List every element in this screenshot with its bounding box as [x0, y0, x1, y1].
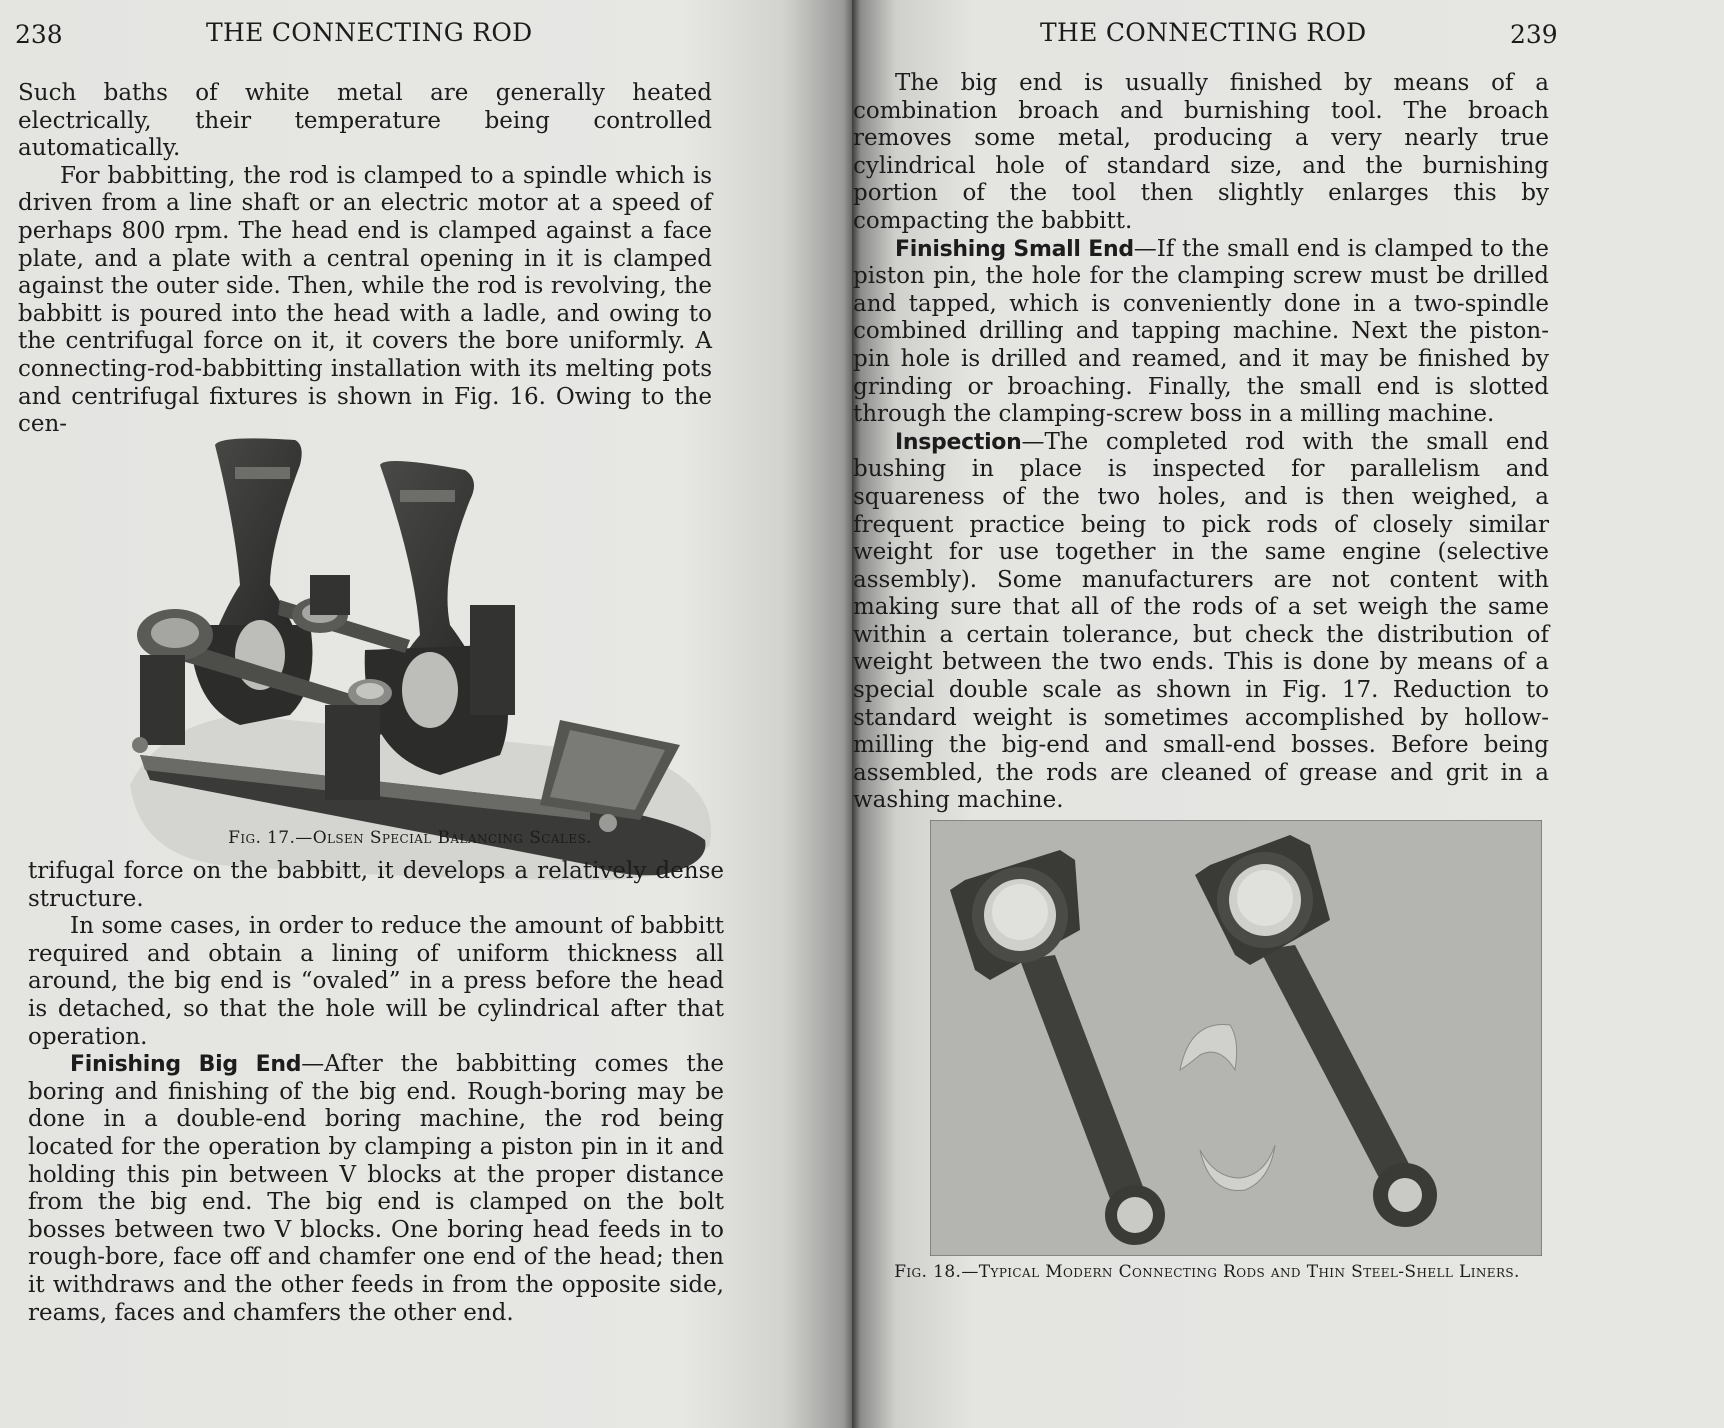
paragraph: trifugal force on the babbitt, it develops a relatively dense structure. [28, 858, 724, 912]
page-number: 239 [1510, 20, 1558, 49]
left-scale-window [235, 467, 290, 479]
right-scale-window [400, 490, 455, 502]
rod-big-end-bore [151, 618, 199, 648]
figure-18-caption: Fig. 18.—Typical Modern Connecting Rods and Thin Steel-Shell Liners. [894, 1262, 1520, 1282]
section-finishing-big-end [28, 1051, 724, 1327]
page-number: 238 [15, 20, 63, 49]
balancing-scales-illustration [120, 425, 730, 885]
section-body: —If the small end is clamped to the piston pin, the hole for the clamping screw must be drilled and tapped, which is conveniently done in a two-spindle combined drilling and tapping machine. Next the piston-pin hole is drilled and reamed, and it may be finished by grinding or broaching. Finally, the small end is slotted through the clamping-screw boss in a milling machine. [853, 235, 1549, 428]
paragraph: For babbitting, the rod is clamped to a spindle which is driven from a line shaft or an electric motor at a speed of perhaps 800 rpm. The head end is clamped against a face plate, and a plate with a central opening in it is clamped against the outer side. Then, while the rod is revolving, the babbitt is poured into the head with a ladle, and owing to the centrifugal force on it, it covers the bore uniformly. A connecting-rod-babbitting installation with its melting pots and centrifugal fixtures is shown in Fig. 16. Owing to the cen- [18, 162, 712, 438]
right-page [852, 0, 1724, 1428]
section-body: —The completed rod with the small end bushing in place is inspected for parallelism and squareness of the two holes, and is then weighed, a frequent practice being to pick rods of closely similar weight for use together in the same engine (selective assembly). Some manufacturers are not content with making sure that all of the rods of a set weigh the same within a certain tolerance, but check the distribution of weight between the two ends. This is done by means of a special double scale as shown in Fig. 17. Reduction to standard weight is sometimes accomplished by hollow-milling the big-end and small-end bosses. Before being assembled, the rods are cleaned of grease and grit in a washing machine. [853, 428, 1549, 814]
left-leveling-screw [132, 737, 148, 753]
left-support-block [140, 655, 185, 745]
section-inspection [853, 429, 1549, 815]
section-finishing-small-end [853, 236, 1549, 429]
section-heading: Inspection [895, 429, 1022, 455]
running-head: THE CONNECTING ROD [1040, 18, 1367, 47]
middle-support-block [325, 705, 380, 800]
figure-17-balancing-scales [120, 425, 730, 885]
body-text-top [18, 80, 712, 439]
left-page [0, 0, 852, 1428]
connecting-rods-photo [930, 820, 1542, 1256]
right-support-block [470, 605, 515, 715]
section-heading: Finishing Small End [895, 236, 1134, 262]
running-head: THE CONNECTING ROD [206, 18, 533, 47]
section-body: —After the babbitting comes the boring and finishing of the big end. Rough-boring may be done in a double-end boring machine, the rod being located for the operation by clamping a piston pin in it and holding this pin between V blocks at the proper distance from the big end. The big end is clamped on the bolt bosses between two V blocks. One boring head feeds in to rough-bore, face off and chamfer one end of the head; then it withdraws and the other feeds in from the opposite side, reams, faces and chamfers the other end. [28, 1051, 724, 1326]
figure-17-caption: Fig. 17.—Olsen Special Balancing Scales. [228, 828, 592, 848]
paragraph: Such baths of white metal are generally heated electrically, their temperature being controlled automatically. [18, 80, 712, 162]
rod-small-end-bore [356, 683, 384, 699]
body-text-bottom [28, 858, 724, 1327]
body-text [853, 70, 1549, 815]
section-heading: Finishing Big End [70, 1052, 302, 1078]
figure-18-connecting-rods [930, 820, 1542, 1256]
paragraph: In some cases, in order to reduce the amount of babbitt required and obtain a lining of uniform thickness all around, the big end is “ovaled” in a press before the head is detached, so that the hole will be cylindrical after that operation. [28, 913, 724, 1050]
right-frame-opening [402, 652, 458, 728]
paragraph: The big end is usually finished by means of a combination broach and burnishing tool. The broach removes some metal, producing a very nearly true cylindrical hole of standard size, and the burnishing portion of the tool then slightly enlarges this by compacting the babbitt. [853, 70, 1549, 234]
back-support-block [310, 575, 350, 615]
